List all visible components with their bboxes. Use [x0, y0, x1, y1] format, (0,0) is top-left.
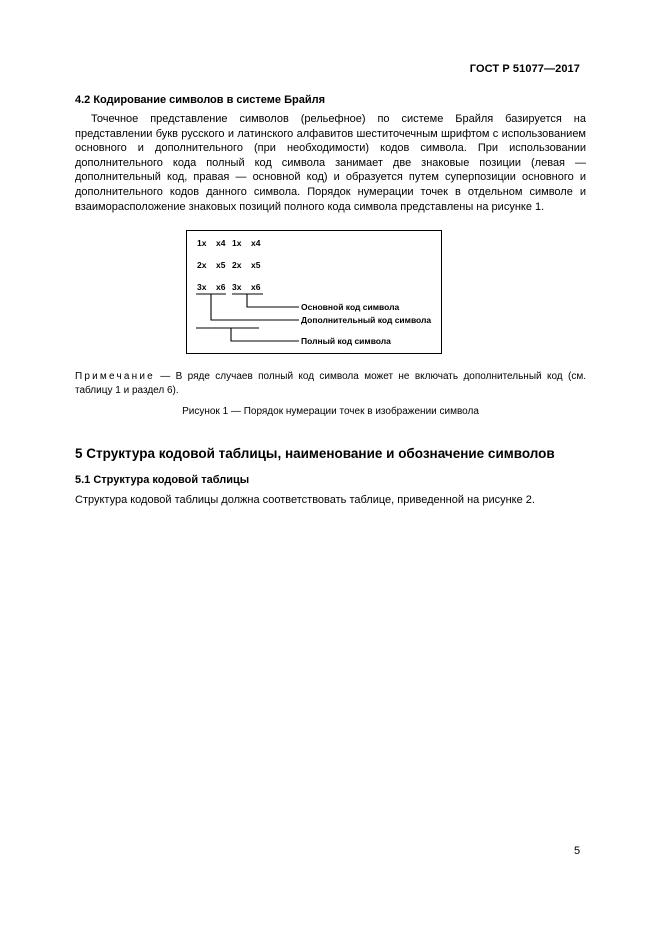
figure-note — [75, 370, 586, 397]
figure-caption: Рисунок 1 — Порядок нумерации точек в изображении символа — [182, 406, 479, 417]
full-code-leader — [231, 328, 299, 341]
note-text: — В ряде случаев полный код символа может не включать дополнительный код (см. таблицу 1 и раздел 6). — [75, 371, 586, 396]
section-4-2-paragraph: Точечное представление символов (рельефное) по системе Брайля базируется на представлении букв русского и латинского алфавитов шеститочечным шрифтом с использованием основного и дополнительного (при необходимости) кодов символа. При использовании дополнительного кода полный код символа занимает две знаковые позиции (левая — дополнительный код, правая — основной код) и образуется путем суперпозиции основного и дополнительного кодов данного символа. Порядок нумерации точек в отдельном символе и взаиморасположение знаковых позиций полного кода символа представлены на рисунке 1. — [75, 113, 586, 213]
dot-label: 2x — [232, 260, 242, 270]
dot-label: x6 — [251, 282, 261, 292]
standard-code: ГОСТ Р 51077—2017 — [469, 63, 580, 75]
dot-label: 3x — [197, 282, 207, 292]
main-code-label: Основной код символа — [301, 302, 400, 312]
dot-label: x5 — [251, 260, 261, 270]
dot-label: x4 — [216, 238, 226, 248]
braille-diagram — [187, 231, 443, 355]
section-5-1-paragraph: Структура кодовой таблицы должна соответствовать таблице, приведенной на рисунке 2. — [75, 494, 535, 506]
section-5-heading: 5 Структура кодовой таблицы, наименование и обозначение символов — [75, 446, 555, 461]
dot-label: x4 — [251, 238, 261, 248]
page-number: 5 — [574, 845, 581, 857]
dot-label: 1x — [232, 238, 242, 248]
main-code-leader — [247, 294, 299, 307]
braille-figure — [186, 230, 442, 354]
dot-label: 3x — [232, 282, 242, 292]
extra-code-label: Дополнительный код символа — [301, 315, 432, 325]
note-label: Примечание — [75, 371, 155, 382]
dot-label: 1x — [197, 238, 207, 248]
dot-label: x6 — [216, 282, 226, 292]
dot-label: 2x — [197, 260, 207, 270]
section-5-1-heading: 5.1 Структура кодовой таблицы — [75, 474, 250, 486]
section-4-2-heading: 4.2 Кодирование символов в системе Брайля — [75, 94, 325, 106]
full-code-label: Полный код символа — [301, 336, 391, 346]
dot-label: x5 — [216, 260, 226, 270]
